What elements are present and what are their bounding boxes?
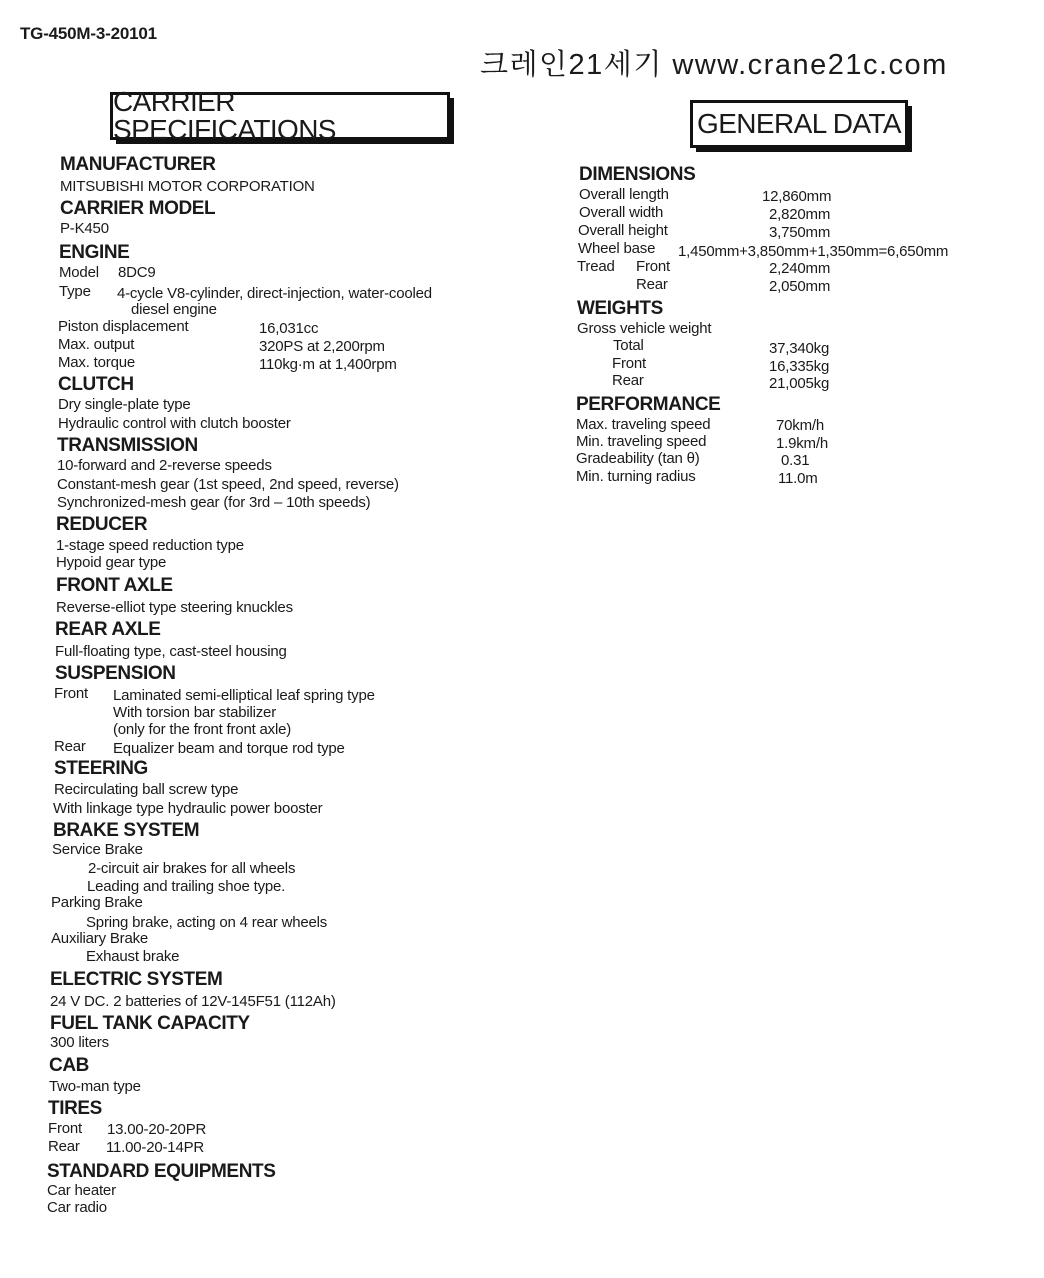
- suspension-front-line-3: (only for the front front axle): [113, 721, 292, 738]
- clutch-line-2: Hydraulic control with clutch booster: [58, 415, 291, 432]
- reducer-line-2: Hypoid gear type: [56, 554, 167, 571]
- piston-displacement-value: 16,031cc: [259, 320, 319, 337]
- equipment-line-1: Car heater: [47, 1182, 116, 1199]
- max-output-value: 320PS at 2,200rpm: [259, 338, 385, 355]
- general-title-text: GENERAL DATA: [697, 108, 901, 139]
- service-brake-line-2: Leading and trailing shoe type.: [87, 878, 286, 895]
- reducer-heading: REDUCER: [56, 514, 148, 535]
- tires-front-label: Front: [48, 1120, 83, 1137]
- weight-front-label: Front: [612, 355, 647, 372]
- fuel-tank-heading: FUEL TANK CAPACITY: [50, 1013, 250, 1034]
- transmission-line-2: Constant-mesh gear (1st speed, 2nd speed, reverse): [57, 476, 399, 493]
- reducer-line-1: 1-stage speed reduction type: [56, 537, 244, 554]
- parking-brake-label: Parking Brake: [51, 894, 143, 911]
- suspension-rear-label: Rear: [54, 738, 86, 755]
- steering-line-2: With linkage type hydraulic power booster: [53, 800, 323, 817]
- steering-line-1: Recirculating ball screw type: [54, 781, 239, 798]
- cab-line-1: Two-man type: [49, 1078, 141, 1095]
- overall-width-value: 2,820mm: [769, 206, 831, 223]
- general-data-title: [690, 100, 908, 148]
- suspension-rear-line-1: Equalizer beam and torque rod type: [113, 740, 345, 757]
- gradeability-label: Gradeability (tan θ): [576, 450, 700, 467]
- min-traveling-speed-value: 1.9km/h: [776, 435, 828, 452]
- tires-heading: TIRES: [48, 1098, 102, 1119]
- standard-equipments-heading: STANDARD EQUIPMENTS: [47, 1161, 276, 1182]
- overall-width-label: Overall width: [579, 204, 664, 221]
- cab-heading: CAB: [49, 1055, 89, 1076]
- suspension-front-line-1: Laminated semi-elliptical leaf spring type: [113, 687, 375, 704]
- max-torque-value: 110kg·m at 1,400rpm: [259, 356, 397, 373]
- max-torque-label: Max. torque: [58, 354, 136, 371]
- manufacturer-value: MITSUBISHI MOTOR CORPORATION: [60, 178, 315, 195]
- fuel-tank-line-1: 300 liters: [50, 1034, 109, 1051]
- suspension-heading: SUSPENSION: [55, 663, 176, 684]
- engine-type-value-cont: diesel engine: [131, 301, 217, 318]
- overall-height-value: 3,750mm: [769, 224, 831, 241]
- engine-type-label: Type: [59, 283, 91, 300]
- max-output-label: Max. output: [58, 336, 135, 353]
- front-axle-line-1: Reverse-elliot type steering knuckles: [56, 599, 293, 616]
- carrier-title-text: CARRIER SPECIFICATIONS: [113, 86, 336, 145]
- dimensions-heading: DIMENSIONS: [579, 164, 696, 185]
- tread-front-label: Front: [636, 258, 671, 275]
- max-traveling-speed-value: 70km/h: [776, 417, 824, 434]
- transmission-line-1: 10-forward and 2-reverse speeds: [57, 457, 272, 474]
- wheel-base-label: Wheel base: [578, 240, 656, 257]
- rear-axle-line-1: Full-floating type, cast-steel housing: [55, 643, 287, 660]
- gradeability-value: 0.31: [781, 452, 810, 469]
- tires-rear-value: 11.00-20-14PR: [106, 1139, 205, 1156]
- wheel-base-value: 1,450mm+3,850mm+1,350mm=6,650mm: [678, 243, 949, 260]
- engine-model-value: 8DC9: [118, 264, 156, 281]
- auxiliary-brake-line-1: Exhaust brake: [86, 948, 180, 965]
- weight-rear-label: Rear: [612, 372, 644, 389]
- clutch-heading: CLUTCH: [58, 374, 134, 395]
- overall-length-label: Overall length: [579, 186, 669, 203]
- overall-height-label: Overall height: [578, 222, 668, 239]
- suspension-front-line-2: With torsion bar stabilizer: [113, 704, 276, 721]
- equipment-line-2: Car radio: [47, 1199, 107, 1216]
- max-traveling-speed-label: Max. traveling speed: [576, 416, 711, 433]
- suspension-front-label: Front: [54, 685, 89, 702]
- weight-total-label: Total: [613, 337, 644, 354]
- carrier-model-value: P-K450: [60, 220, 109, 237]
- service-brake-label: Service Brake: [52, 841, 143, 858]
- electric-system-line-1: 24 V DC. 2 batteries of 12V-145F51 (112Ah): [50, 993, 336, 1010]
- carrier-specifications-title: [110, 86, 450, 145]
- min-turning-radius-label: Min. turning radius: [576, 468, 696, 485]
- steering-heading: STEERING: [54, 758, 148, 779]
- overall-length-value: 12,860mm: [762, 188, 832, 205]
- min-traveling-speed-label: Min. traveling speed: [576, 433, 707, 450]
- watermark-text: 크레인21세기 www.crane21c.com: [480, 49, 948, 81]
- weight-rear-value: 21,005kg: [769, 375, 830, 392]
- tread-rear-label: Rear: [636, 276, 668, 293]
- service-brake-line-1: 2-circuit air brakes for all wheels: [88, 860, 296, 877]
- clutch-line-1: Dry single-plate type: [58, 396, 191, 413]
- front-axle-heading: FRONT AXLE: [56, 575, 173, 596]
- tires-rear-label: Rear: [48, 1138, 80, 1155]
- tread-rear-value: 2,050mm: [769, 278, 831, 295]
- document-id: TG-450M-3-20101: [20, 24, 157, 43]
- weight-total-value: 37,340kg: [769, 340, 830, 357]
- brake-system-heading: BRAKE SYSTEM: [53, 820, 200, 841]
- auxiliary-brake-label: Auxiliary Brake: [51, 930, 149, 947]
- min-turning-radius-value: 11.0m: [778, 470, 818, 487]
- engine-type-value: 4-cycle V8-cylinder, direct-injection, water-cooled: [117, 285, 432, 302]
- performance-heading: PERFORMANCE: [576, 394, 721, 415]
- transmission-heading: TRANSMISSION: [57, 435, 198, 456]
- tread-label: Tread: [577, 258, 615, 275]
- engine-heading: ENGINE: [59, 242, 130, 263]
- electric-system-heading: ELECTRIC SYSTEM: [50, 969, 223, 990]
- engine-model-label: Model: [59, 264, 99, 281]
- manufacturer-heading: MANUFACTURER: [60, 154, 216, 175]
- carrier-model-heading: CARRIER MODEL: [60, 198, 216, 219]
- piston-displacement-label: Piston displacement: [58, 318, 189, 335]
- weight-front-value: 16,335kg: [769, 358, 830, 375]
- gross-vehicle-weight-label: Gross vehicle weight: [577, 320, 712, 337]
- weights-heading: WEIGHTS: [577, 298, 663, 319]
- transmission-line-3: Synchronized-mesh gear (for 3rd – 10th speeds): [57, 494, 371, 511]
- tread-front-value: 2,240mm: [769, 260, 831, 277]
- rear-axle-heading: REAR AXLE: [55, 619, 161, 640]
- parking-brake-line-1: Spring brake, acting on 4 rear wheels: [86, 914, 328, 931]
- tires-front-value: 13.00-20-20PR: [107, 1121, 207, 1138]
